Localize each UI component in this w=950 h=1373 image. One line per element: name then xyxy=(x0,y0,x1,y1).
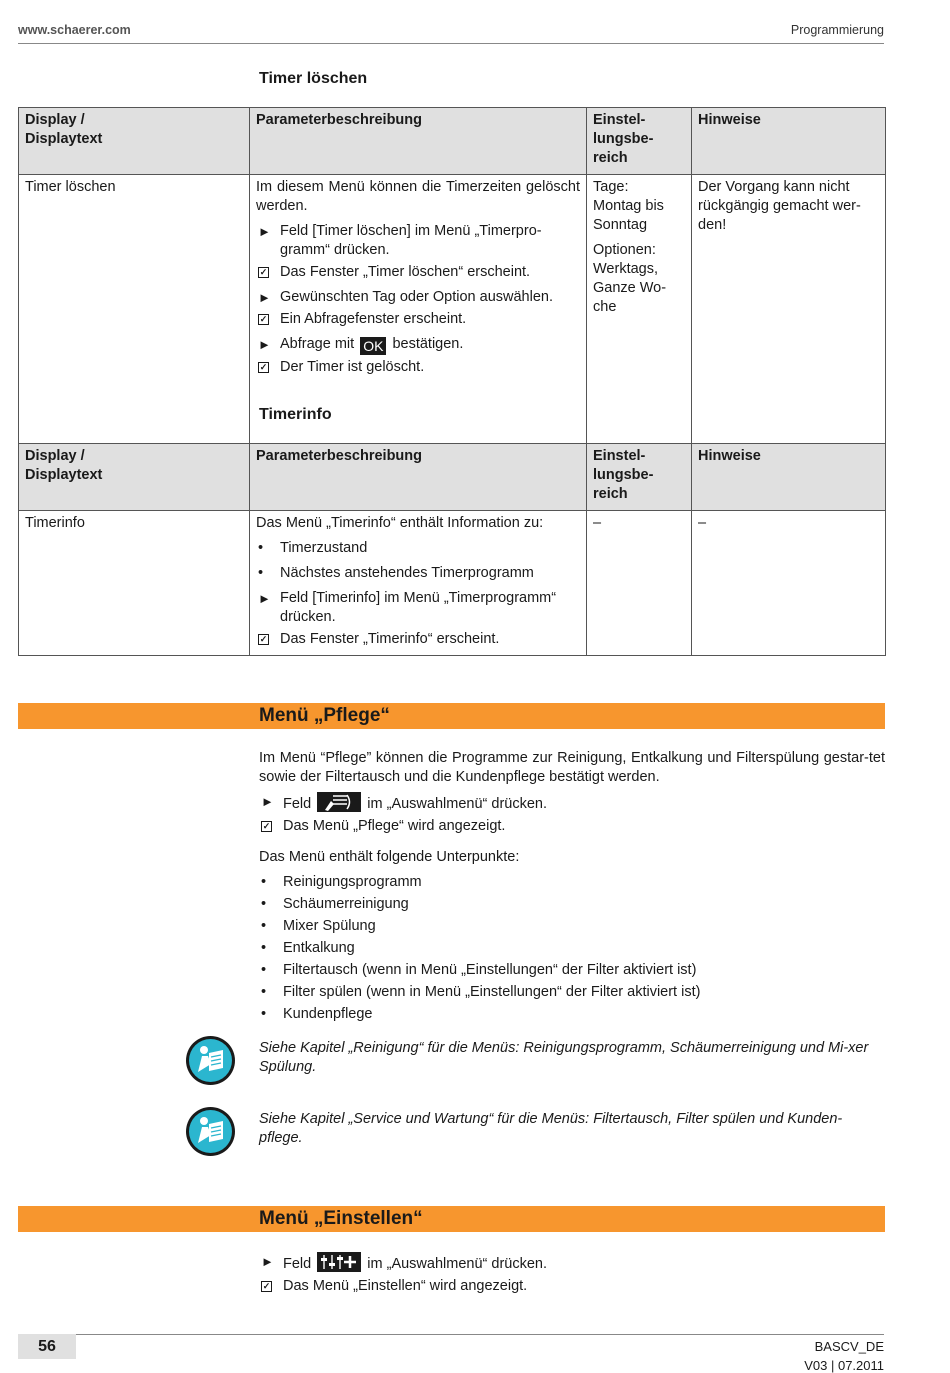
result-line: ✓ Das Fenster „Timerinfo“ erscheint. xyxy=(259,631,500,647)
note-service: Siehe Kapitel „Service und Wartung“ für die Menüs: Filtertausch, Filter spülen und Kunden-pflege. xyxy=(259,1111,843,1146)
column-header-hints: Hinweise xyxy=(692,108,886,175)
check-icon: ✓ xyxy=(259,634,268,644)
result-line: ✓ Das Fenster „Timer löschen“ erscheint. xyxy=(259,264,531,280)
instruction-step: ► Feld [Timerinfo] im Menü „Timerprogramm“ drücken. xyxy=(256,589,580,627)
settings-menu-icon xyxy=(317,1252,361,1272)
instruction-step: ► Feld im „Auswahlmenü“ drücken. xyxy=(259,1252,885,1274)
column-header-parameter: Parameterbeschreibung xyxy=(250,108,587,175)
intro-text: Das Menü „Timerinfo“ enthält Information zu: xyxy=(256,515,544,531)
timer-loeschen-title: Timer löschen xyxy=(259,70,368,87)
timerinfo-table xyxy=(18,443,886,656)
pflege-heading: Menü „Pflege“ xyxy=(259,705,390,726)
page-header xyxy=(18,20,884,44)
footer-divider xyxy=(18,1334,884,1335)
section-bar-einstellen xyxy=(18,1206,885,1232)
list-item: • Filtertausch (wenn in Menü „Einstellungen“ der Filter aktiviert ist) xyxy=(259,961,885,980)
instruction-step: ► Feld [Timer löschen] im Menü „Timerpro-gramm“ drücken. xyxy=(256,222,580,260)
instruction-step: ► Feld im „Auswahlmenü“ drücken. xyxy=(259,792,885,814)
hint-cell: – xyxy=(692,511,886,656)
result-line: ✓ Das Menü „Pflege“ wird angezeigt. xyxy=(262,818,506,834)
intro-text: Im diesem Menü können die Timerzeiten gelöscht werden. xyxy=(256,179,580,214)
table-header-row xyxy=(19,444,886,511)
check-icon: ✓ xyxy=(259,362,268,372)
table-row xyxy=(19,511,886,656)
list-item: • Filter spülen (wenn in Menü „Einstellungen“ der Filter aktiviert ist) xyxy=(259,983,885,1002)
list-item: • Nächstes anstehendes Timerprogramm xyxy=(256,564,580,583)
column-header-display: Display / Displaytext xyxy=(19,444,250,511)
column-header-range: Einstel- lungsbe- reich xyxy=(587,444,692,511)
pflege-content xyxy=(259,749,885,1024)
care-menu-icon xyxy=(317,792,361,812)
parameter-cell xyxy=(250,511,587,656)
column-header-parameter: Parameterbeschreibung xyxy=(250,444,587,511)
document-id: BASCV_DE V03 | 07.2011 xyxy=(804,1339,884,1373)
list-item: • Kundenpflege xyxy=(259,1005,885,1024)
range-cell: – xyxy=(587,511,692,656)
ok-button-icon: OK xyxy=(360,337,386,355)
list-item: • Mixer Spülung xyxy=(259,917,885,936)
display-cell: Timer löschen xyxy=(19,175,250,450)
list-item: • Entkalkung xyxy=(259,939,885,958)
table-row xyxy=(19,175,886,450)
check-icon: ✓ xyxy=(262,821,271,831)
pflege-sub-intro: Das Menü enthält folgende Unterpunkte: xyxy=(259,849,520,865)
chapter-title: Programmierung xyxy=(790,23,884,37)
list-item: • Schäumerreinigung xyxy=(259,895,885,914)
column-header-range: Einstel- lungsbe- reich xyxy=(587,108,692,175)
table-header-row xyxy=(19,108,886,175)
range-options: Optionen: Werktags, Ganze Wo- che xyxy=(593,242,667,315)
timer-loeschen-table xyxy=(18,107,886,450)
check-icon: ✓ xyxy=(259,314,268,324)
read-manual-icon xyxy=(186,1107,235,1156)
list-item: • Timerzustand xyxy=(256,539,580,558)
instruction-step: ► Gewünschten Tag oder Option auswählen. xyxy=(256,288,580,307)
page-number: 56 xyxy=(18,1334,76,1359)
einstellen-heading: Menü „Einstellen“ xyxy=(259,1208,423,1229)
einstellen-content xyxy=(259,1246,885,1296)
section-bar-pflege xyxy=(18,703,885,729)
check-icon: ✓ xyxy=(262,1281,271,1291)
instruction-step: ► Abfrage mit OK bestätigen. xyxy=(256,335,580,355)
check-icon: ✓ xyxy=(259,267,268,277)
hint-cell: Der Vorgang kann nicht rückgängig gemacht wer-den! xyxy=(692,175,886,450)
range-days: Tage: Montag bis Sonntag xyxy=(593,179,664,233)
display-cell: Timerinfo xyxy=(19,511,250,656)
note-reinigung: Siehe Kapitel „Reinigung“ für die Menüs: Reinigungsprogramm, Schäumerreinigung und Mi-xer Spülung. xyxy=(259,1040,869,1075)
pflege-intro: Im Menü “Pflege” können die Programme zur Reinigung, Entkalkung und Filterspülung gestar-tet sowie der Filtertausch und die Kundenpflege bestätigt werden. xyxy=(259,750,885,785)
column-header-hints: Hinweise xyxy=(692,444,886,511)
range-cell xyxy=(587,175,692,450)
read-manual-icon xyxy=(186,1036,235,1085)
list-item: • Reinigungsprogramm xyxy=(259,873,885,892)
column-header-display: Display / Displaytext xyxy=(19,108,250,175)
result-line: ✓ Ein Abfragefenster erscheint. xyxy=(259,311,467,327)
website-url: www.schaerer.com xyxy=(18,23,131,37)
result-line: ✓ Das Menü „Einstellen“ wird angezeigt. xyxy=(262,1278,528,1294)
timerinfo-title: Timerinfo xyxy=(259,406,332,423)
result-line: ✓ Der Timer ist gelöscht. xyxy=(259,359,425,375)
